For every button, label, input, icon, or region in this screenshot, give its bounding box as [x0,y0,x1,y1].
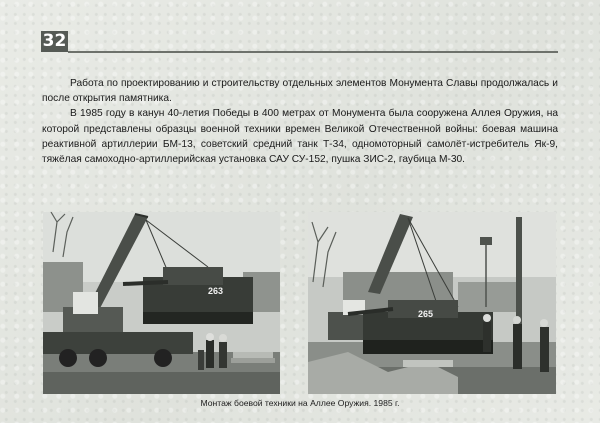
tank-number-right: 265 [418,309,434,319]
tank-number-left: 263 [208,286,224,296]
body-text [42,76,558,167]
paragraph-1: Работа по проектированию и строительству отдельных элементов Монумента Славы продолжалась и после открытия памятника. [42,78,558,105]
paragraph-2: В 1985 году в канун 40-летия Победы в 400 метрах от Монумента была сооружена Аллея Оружия, на которой представлены образцы военной техники времен Великой Отечественной войны: боевая машина реактивной артиллерии БМ-13, советский средний танк Т-34, одномоторный самолёт-истребитель Як-9, тяжёлая самоходно-артиллерийская установка САУ СУ-152, пушка ЗИС-2, гаубица М-30. [42,108,558,166]
photo-caption: Монтаж боевой техники на Аллее Оружия. 1985 г. [200,398,400,408]
photo-right-illustration [308,212,556,394]
photo-left-illustration [43,212,280,394]
photo-crane-lifting-tank [43,212,280,394]
photo-tank-installation [308,212,556,394]
page-number: 32 [42,31,67,51]
header-rule [68,51,558,53]
